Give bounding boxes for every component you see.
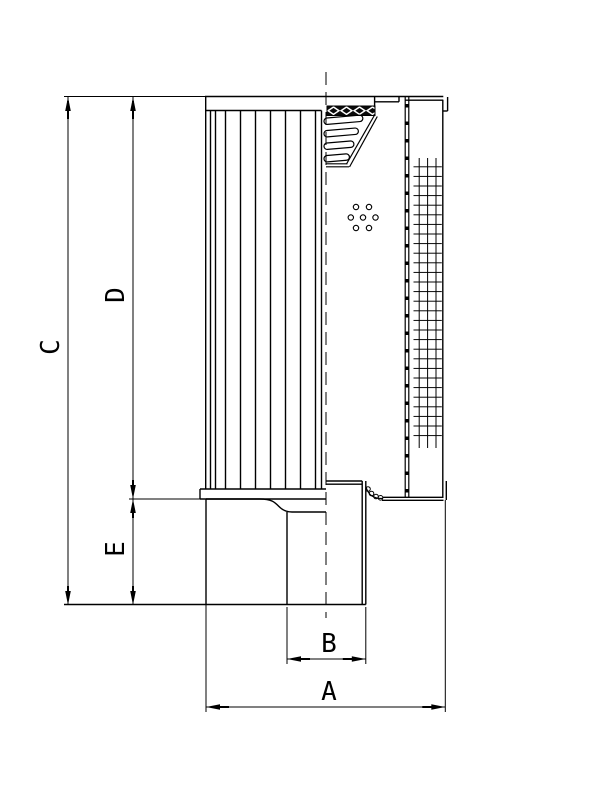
perforated-inner-tube (405, 97, 409, 498)
dimension-label-c: C (36, 339, 66, 355)
drain-holes (348, 204, 378, 230)
support-mesh (414, 158, 442, 448)
bottom-end-plate (200, 489, 326, 499)
outlet-port (326, 481, 383, 605)
dimension-label-e: E (101, 541, 131, 557)
seal-hatch (327, 106, 375, 116)
dimension-label-d: D (101, 287, 131, 303)
extension-lines (64, 97, 445, 713)
bypass-spring (324, 115, 378, 167)
dimension-label-a: A (321, 677, 337, 707)
dimension-label-b: B (321, 629, 337, 659)
pleated-media (206, 111, 322, 490)
